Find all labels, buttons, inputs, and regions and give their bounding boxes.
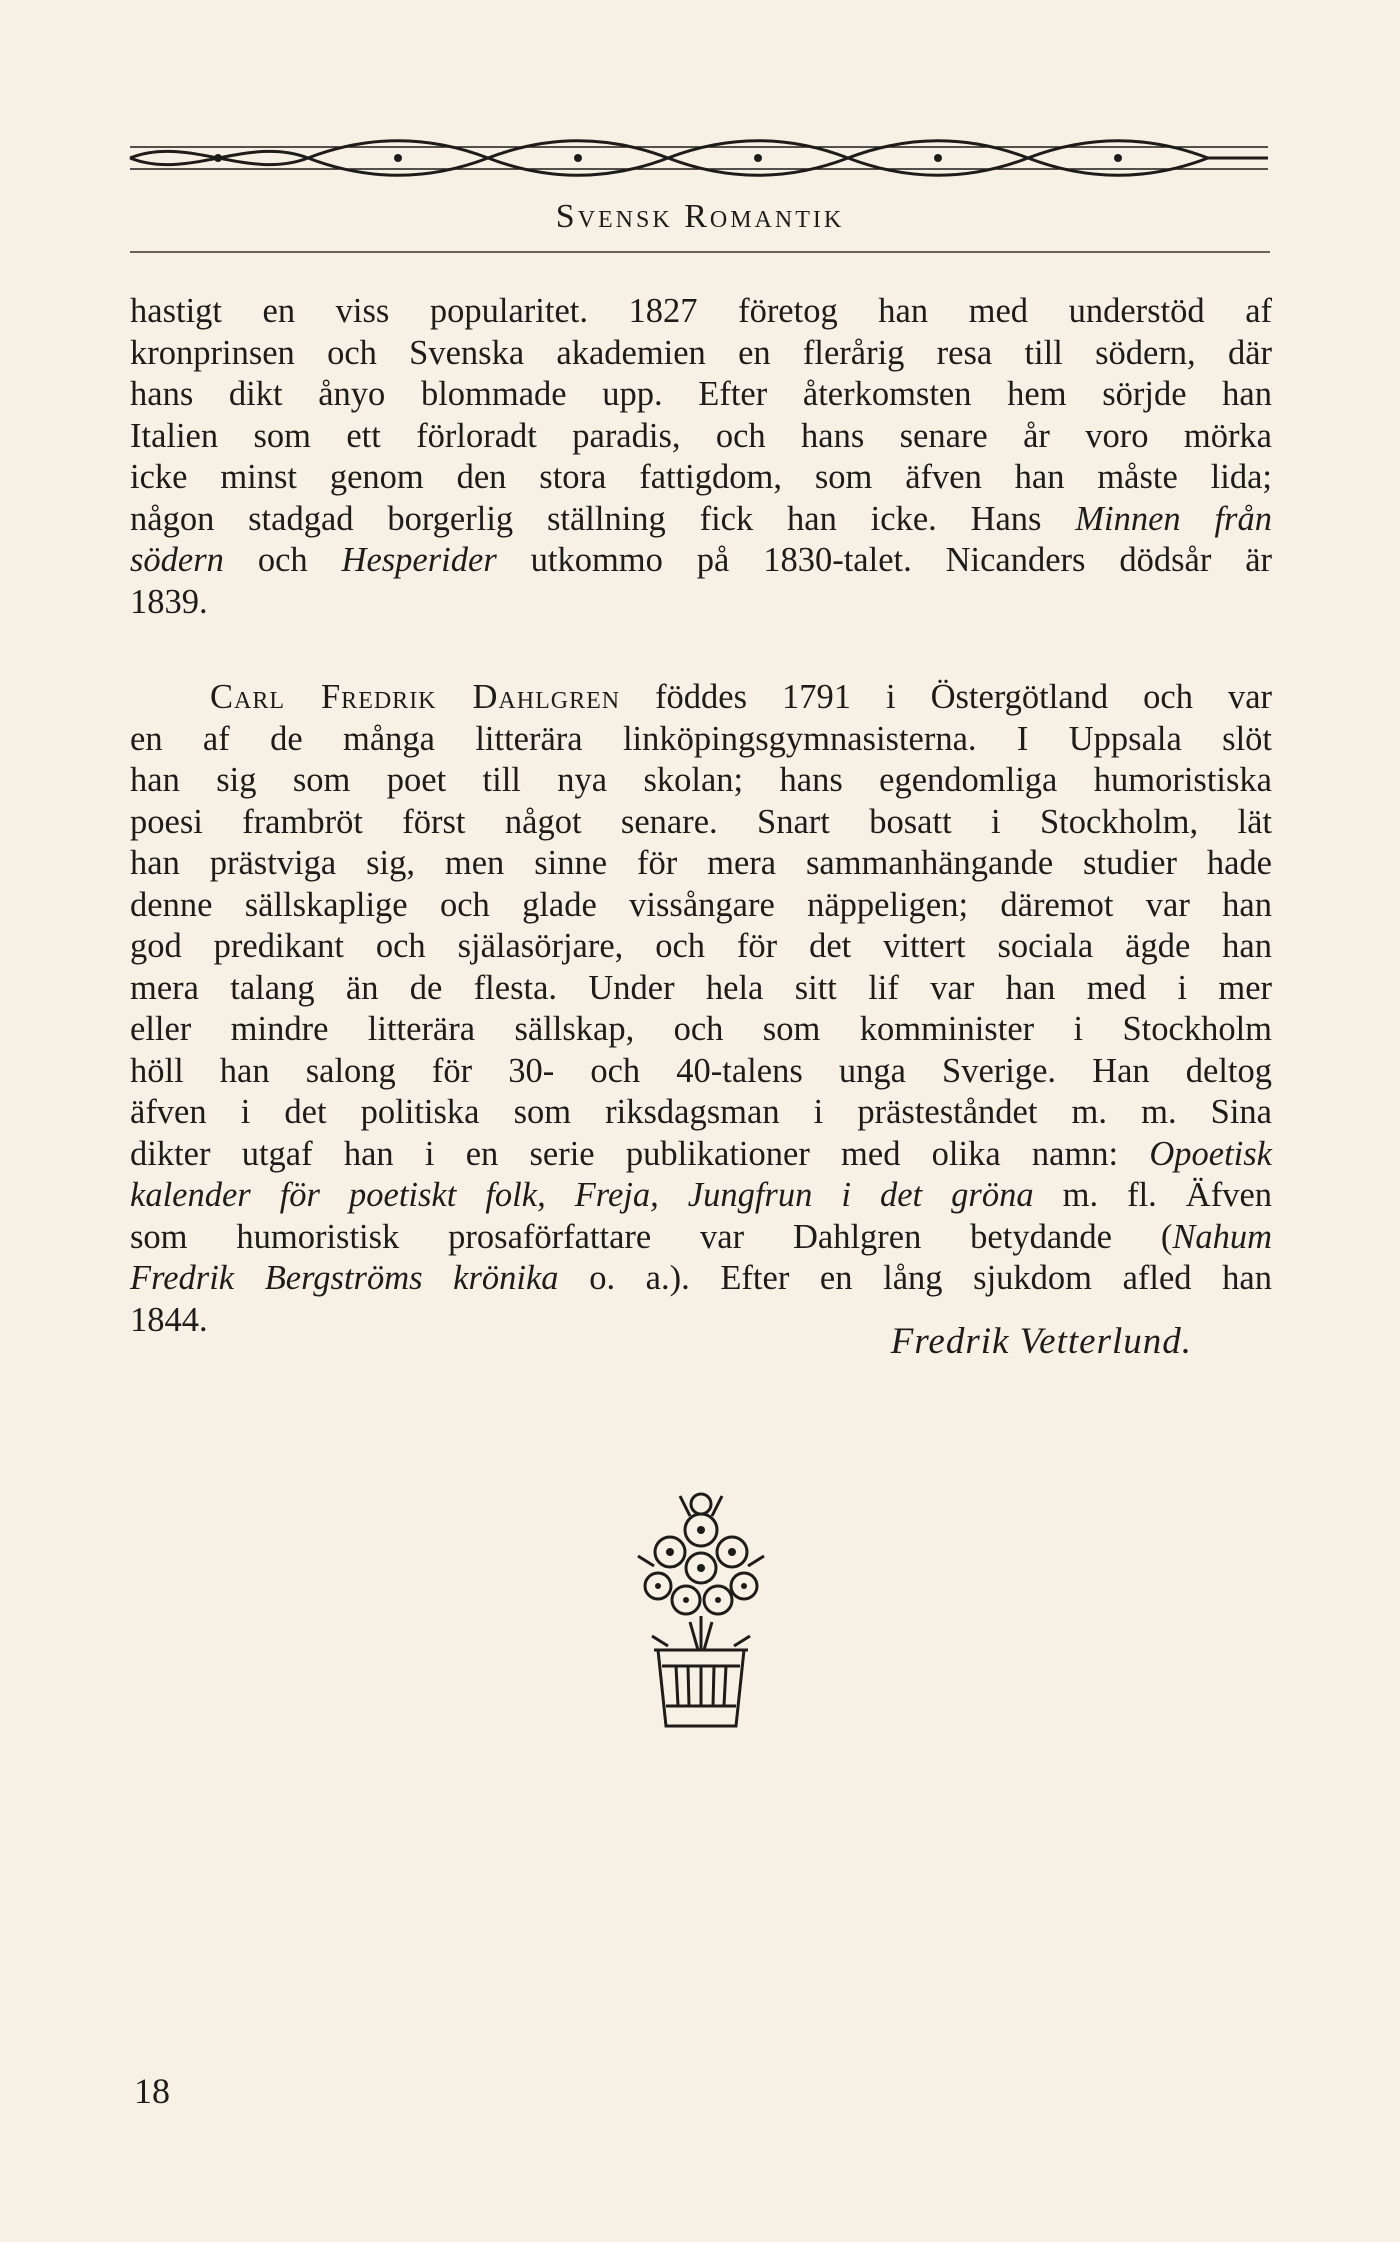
text-line: hastigt en viss popularitet. 1827 företog han med understöd af [130,292,1272,330]
text-segment: utkommo på 1830-talet. Nicanders dödsår är [530,541,1273,579]
text-line [130,540,1272,582]
text-line: en af de många litterära linköpingsgymnasisterna. I Uppsala slöt [130,719,1272,758]
text-line: god predikant och själasörjare, och för det vittert sociala ägde han [130,927,1272,965]
paragraph-2 [130,677,1272,1341]
text-segment: dikter utgaf han i en serie publikationer med olika namn: [130,1134,1119,1173]
main-text [130,291,1272,1341]
person-name: Carl Fredrik Dahlgren [210,678,621,716]
italic-title: Jungfrun i det gröna [687,1176,1034,1214]
italic-title: kalender för poetiskt folk, [130,1176,546,1214]
text-line: denne sällskaplige och glade vissångare näppeligen; däremot var han [130,885,1272,924]
text-segment: o. a.). Efter en lång sjukdom afled han [589,1259,1272,1297]
header-rule [130,251,1270,253]
text-line [130,677,1272,719]
braided-band-ornament-icon [128,135,1270,181]
text-line: höll han salong för 30- och 40-talens unga Sverige. Han deltog [130,1051,1272,1090]
text-segment: som humoristisk prosaförfattare var Dahlgren betydande ( [130,1217,1173,1256]
text-line [130,1175,1272,1217]
paragraph-1 [130,291,1272,623]
italic-title: Freja, [574,1176,659,1214]
text-line: 1839. [130,582,208,621]
text-line [130,1258,1272,1300]
text-line: mera talang än de flesta. Under hela sitt lif var han med i mer [130,968,1272,1007]
potted-flower-vignette-icon [628,1490,774,1730]
page-number: 18 [134,2071,170,2111]
text-line: 1844. [130,1300,208,1339]
text-line: icke minst genom den stora fattigdom, som äfven han måste lida; [130,458,1272,496]
text-line [130,1134,1272,1176]
text-segment: m. fl. Äfven [1062,1176,1273,1214]
running-head: Svensk Romantik [555,198,845,235]
italic-title: Hesperider [341,541,497,579]
paragraph-gap [130,623,1272,677]
text-segment: någon stadgad borgerlig ställning fick han icke. Hans [130,499,1042,538]
italic-title: Opoetisk [1149,1134,1272,1173]
text-segment: och [257,541,308,579]
italic-title: södern [130,541,224,579]
text-line: han prästviga sig, men sinne för mera sammanhängande studier hade [130,844,1272,882]
author-signature: Fredrik Vetterlund. [890,1321,1192,1362]
italic-title: Fredrik Bergströms krönika [130,1259,559,1297]
text-line: Italien som ett förloradt paradis, och hans senare år voro mörka [130,416,1272,455]
text-line: hans dikt ånyo blommade upp. Efter återkomsten hem sörjde han [130,375,1272,413]
text-line: äfven i det politiska som riksdagsman i prästeståndet m. m. Sina [130,1093,1272,1131]
italic-title: Nahum [1172,1217,1272,1256]
text-line: eller mindre litterära sällskap, och som komminister i Stockholm [130,1010,1272,1048]
italic-title: Minnen från [1075,499,1272,538]
text-line [130,1217,1272,1259]
text-line: kronprinsen och Svenska akademien en flerårig resa till södern, där [130,333,1272,372]
text-segment: föddes 1791 i Östergötland och var [655,678,1272,716]
text-line [130,499,1272,541]
text-line: han sig som poet till nya skolan; hans egendomliga humoristiska [130,761,1272,799]
text-line: poesi frambröt först något senare. Snart bosatt i Stockholm, lät [130,802,1272,841]
